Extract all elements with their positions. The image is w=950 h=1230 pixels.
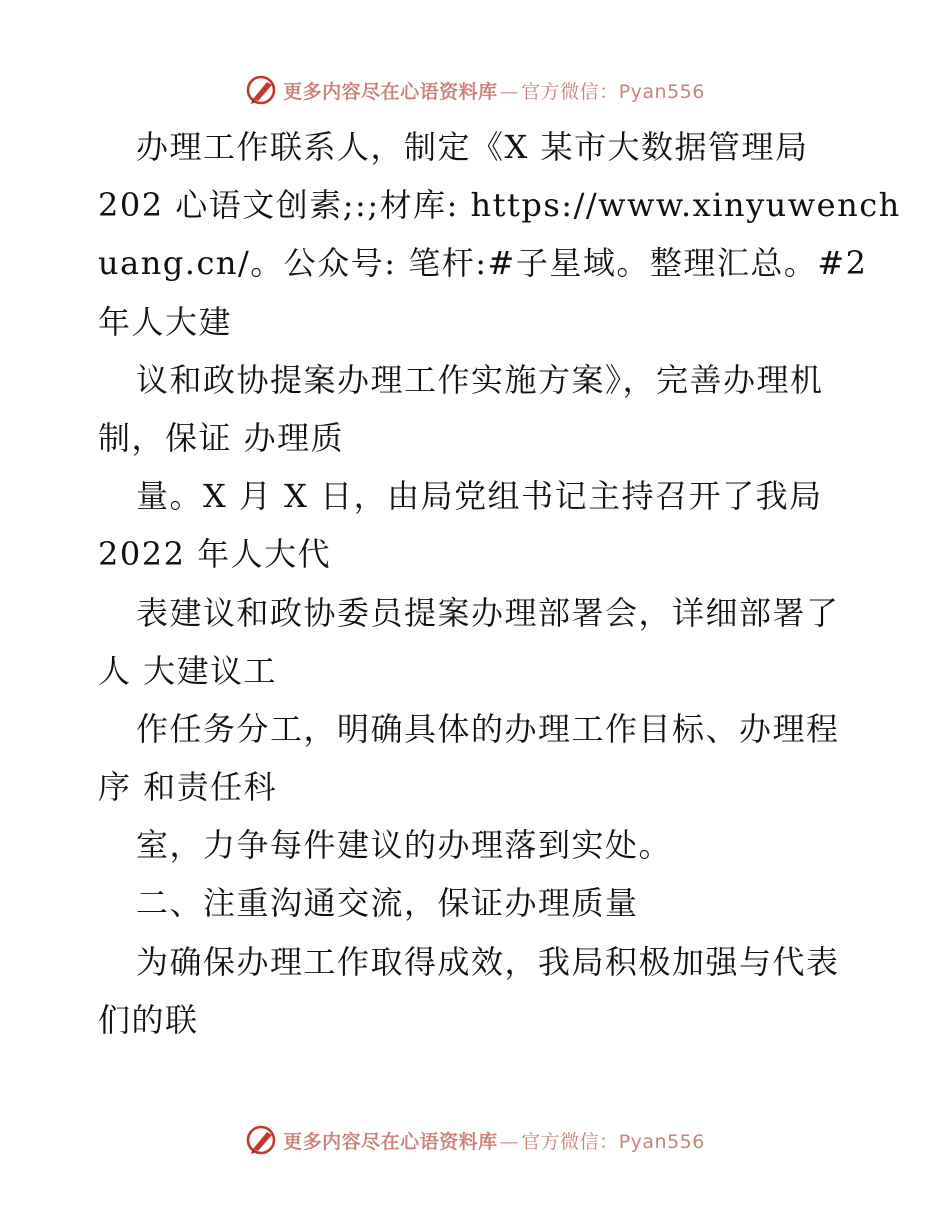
text-line: 表建议和政协委员提案办理部署会，详细部署了: [136, 593, 840, 632]
text-line: 年人大建: [98, 302, 233, 341]
pen-logo-icon: [245, 73, 279, 107]
text-line: 二、注重沟通交流，保证办理质量: [136, 884, 639, 923]
banner-wechat-id: Pyan556: [618, 80, 705, 103]
text-line: 量。X 月 X 日，由局党组书记主持召开了我局: [136, 477, 823, 516]
text-line: 议和政协提案办理工作实施方案》，完善办理机: [136, 360, 824, 399]
text-line: 人 大建议工: [98, 651, 278, 690]
text-line: 室，力争每件建议的办理落到实处。: [136, 826, 673, 865]
banner-wechat-label: 官方微信：: [521, 80, 619, 103]
banner-title: 更多内容尽在心语资料库: [283, 1130, 498, 1153]
banner-title: 更多内容尽在心语资料库: [283, 80, 498, 103]
text-line: 为确保办理工作取得成效，我局积极加强与代表: [136, 942, 840, 981]
document-body: [98, 118, 901, 1049]
banner-separator: —: [499, 1130, 520, 1153]
pen-logo-icon: [245, 1123, 279, 1157]
text-line: 们的联: [98, 1000, 199, 1039]
text-line: 202 心语文创素;:;材库: https://www.xinyuwench: [98, 186, 901, 225]
text-line: 序 和责任科: [98, 768, 278, 807]
text-line: 办理工作联系人，制定《X 某市大数据管理局: [136, 128, 809, 166]
banner-wechat-label: 官方微信：: [521, 1130, 619, 1153]
text-line: 2022 年人大代: [98, 535, 332, 574]
text-line: uang.cn/。公众号: 笔杆:#子星域。整理汇总。#2: [98, 244, 868, 283]
footer-banner: [0, 1120, 950, 1160]
banner-wechat-id: Pyan556: [618, 1130, 705, 1153]
text-line: 作任务分工，明确具体的办理工作目标、办理程: [136, 709, 840, 748]
text-line: 制，保证 办理质: [98, 418, 345, 457]
banner-separator: —: [499, 80, 520, 103]
header-banner: [0, 70, 950, 110]
